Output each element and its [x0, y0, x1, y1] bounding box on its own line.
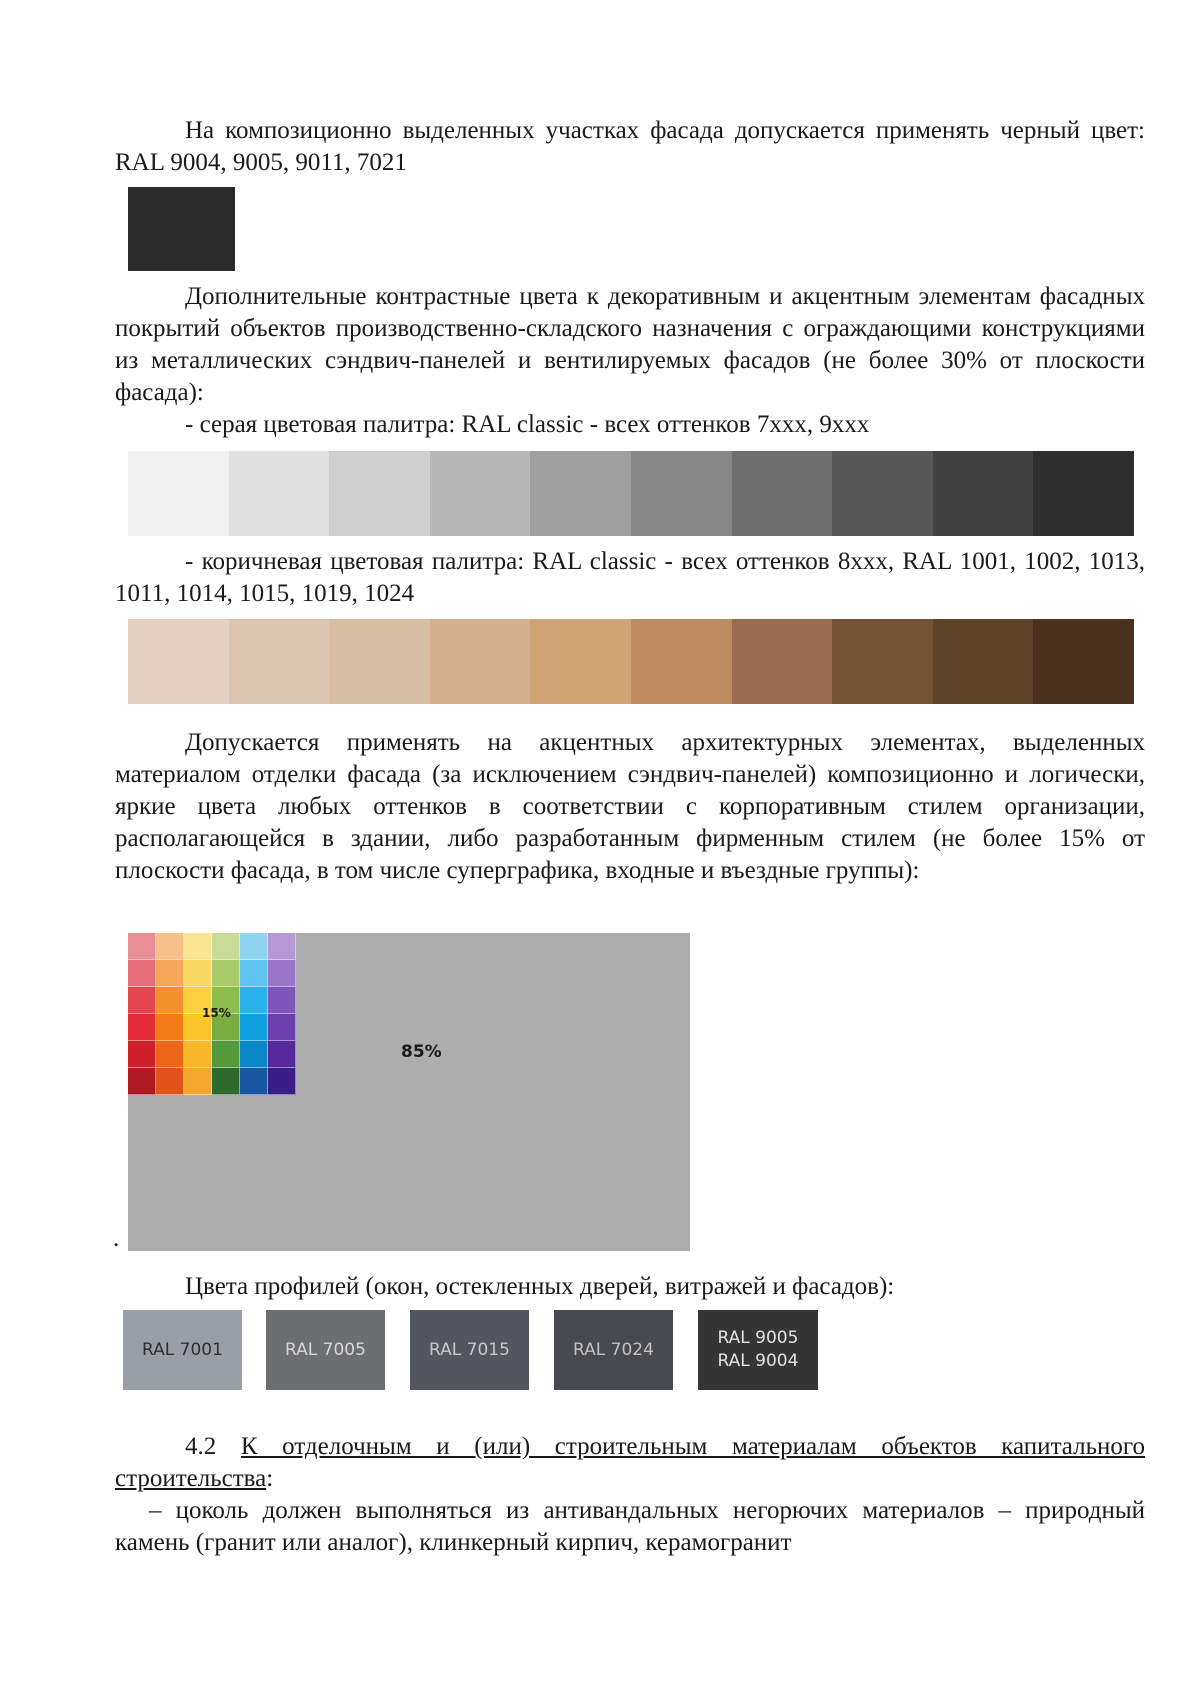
brown-swatch-4 — [430, 619, 531, 704]
section-title: К отделочным и (или) строительным материалам объектов капитального строительства — [115, 1433, 1145, 1492]
profile-colors-row — [123, 1310, 823, 1390]
brown-swatch-2 — [229, 619, 330, 704]
brown-swatch-5 — [530, 619, 631, 704]
grid-cell — [240, 933, 268, 960]
gray-palette-strip — [128, 451, 1134, 536]
grid-cell — [156, 1068, 184, 1095]
color-ratio-image — [128, 933, 690, 1251]
brown-swatch-7 — [732, 619, 833, 704]
grid-cell — [156, 987, 184, 1014]
grid-cell — [128, 960, 156, 987]
grid-cell — [128, 987, 156, 1014]
profile-swatch-ral-7015 — [410, 1310, 529, 1390]
grid-cell — [212, 1041, 240, 1068]
profile-label-secondary: RAL 9004 — [717, 1351, 799, 1371]
gray-swatch-6 — [631, 451, 732, 536]
grid-cell — [128, 1041, 156, 1068]
gray-swatch-1 — [128, 451, 229, 536]
gray-swatch-5 — [530, 451, 631, 536]
gray-swatch-7 — [732, 451, 833, 536]
grid-cell — [184, 960, 212, 987]
small-share-label: 15% — [202, 1006, 231, 1020]
grid-cell — [156, 1041, 184, 1068]
brown-swatch-8 — [832, 619, 933, 704]
grid-cell — [240, 987, 268, 1014]
profile-swatch-ral-9005-9004 — [698, 1310, 818, 1390]
profile-swatch-ral-7001 — [123, 1310, 242, 1390]
grid-cell — [156, 933, 184, 960]
grid-cell — [268, 933, 296, 960]
grid-cell — [184, 933, 212, 960]
grid-cell — [184, 1068, 212, 1095]
profile-swatch-ral-7024 — [554, 1310, 673, 1390]
brown-palette-strip — [128, 619, 1134, 704]
large-share-label: 85% — [401, 1042, 442, 1062]
grid-cell — [240, 1041, 268, 1068]
grid-cell — [268, 960, 296, 987]
profile-swatch-ral-7005 — [266, 1310, 385, 1390]
gray-swatch-4 — [430, 451, 531, 536]
gray-palette-caption: - серая цветовая палитра: RAL classic - всех оттенков 7xxx, 9xxx — [185, 411, 870, 438]
profile-label: RAL 7005 — [285, 1339, 366, 1360]
section-colon: : — [266, 1465, 274, 1492]
gray-swatch-3 — [329, 451, 430, 536]
brown-palette-caption: - коричневая цветовая палитра: RAL classic - всех оттенков 8xxx, RAL 1001, 1002, 1013, 1011, 1014, 1015, 1019, 1024 — [115, 548, 1145, 607]
gray-swatch-8 — [832, 451, 933, 536]
profile-label: RAL 7024 — [573, 1339, 654, 1360]
profile-label: RAL 7001 — [142, 1339, 223, 1360]
section-4-2-heading — [115, 1431, 1145, 1495]
profile-label: RAL 9005 — [717, 1328, 799, 1348]
grid-cell — [240, 1068, 268, 1095]
grid-cell — [268, 1014, 296, 1041]
grid-cell — [240, 1014, 268, 1041]
brown-swatch-10 — [1033, 619, 1134, 704]
black-color-paragraph: На композиционно выделенных участках фасада допускается применять черный цвет: RAL 9004, 9005, 9011, 7021 — [115, 117, 1145, 176]
additional-colors-paragraph: Дополнительные контрастные цвета к декоративным и акцентным элементам фасадных покрытий объектов производственно-складского назначения с ограждающими конструкциями из металлических сэндвич-панелей и вентилируемых фасадов (не более 30% от плоскости фасада): — [115, 283, 1145, 406]
grid-cell — [128, 933, 156, 960]
grid-cell — [268, 1041, 296, 1068]
grid-cell — [212, 960, 240, 987]
grid-cell — [156, 1014, 184, 1041]
gray-swatch-2 — [229, 451, 330, 536]
stray-dot: . — [113, 1225, 120, 1252]
grid-cell — [212, 1068, 240, 1095]
black-color-swatch — [128, 187, 235, 271]
grid-cell — [128, 1068, 156, 1095]
brown-swatch-6 — [631, 619, 732, 704]
grid-cell — [268, 1068, 296, 1095]
grid-cell — [240, 960, 268, 987]
bright-colors-paragraph: Допускается применять на акцентных архитектурных элементах, выделенных материалом отделки фасада (за исключением сэндвич-панелей) композиционно и логически, яркие цвета любых оттенков в соответствии с корпоративным стилем организации, располагающейся в здании, либо разработанным фирменным стилем (не более 15% от плоскости фасада, в том числе суперграфика, входные и въездные группы): — [115, 729, 1145, 884]
section-number: 4.2 — [185, 1433, 217, 1460]
grid-cell — [128, 1014, 156, 1041]
brown-swatch-9 — [933, 619, 1034, 704]
profile-label: RAL 7015 — [429, 1339, 510, 1360]
grid-cell — [184, 1041, 212, 1068]
grid-cell — [268, 987, 296, 1014]
brown-swatch-3 — [329, 619, 430, 704]
grid-cell — [156, 960, 184, 987]
gray-swatch-10 — [1033, 451, 1134, 536]
brown-swatch-1 — [128, 619, 229, 704]
plinth-requirement-text: – цоколь должен выполняться из антивандальных негорючих материалов – природный камень (гранит или аналог), клинкерный кирпич, керамогранит — [115, 1497, 1145, 1556]
profiles-title: Цвета профилей (окон, остекленных дверей, витражей и фасадов): — [185, 1273, 895, 1300]
grid-cell — [212, 933, 240, 960]
gray-swatch-9 — [933, 451, 1034, 536]
